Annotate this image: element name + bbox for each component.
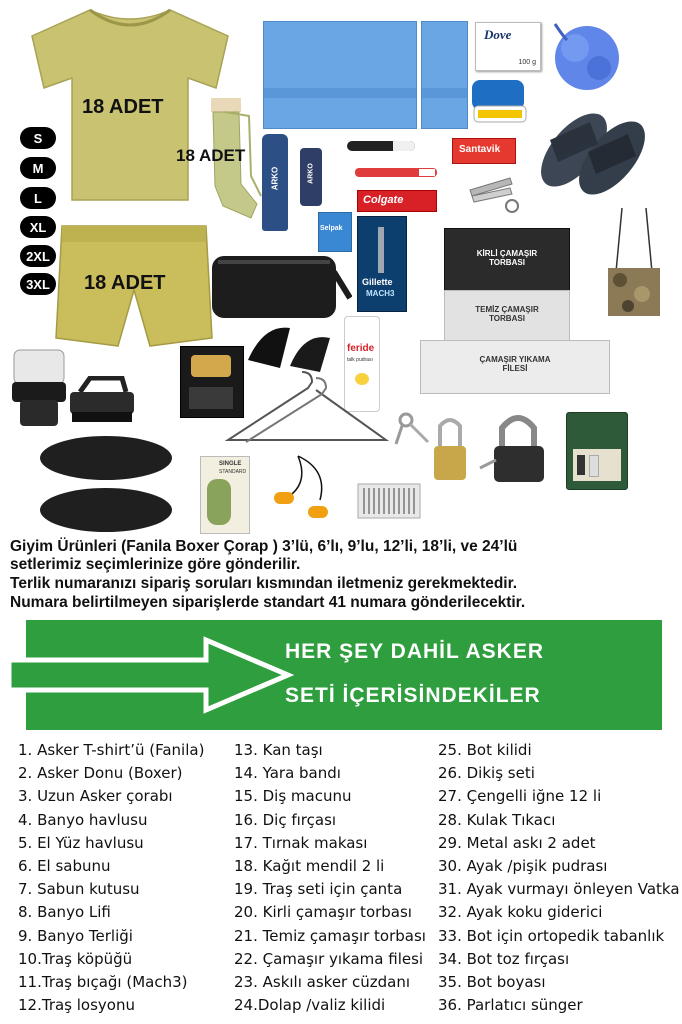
shaving-lotion-image: ARKO: [300, 148, 322, 206]
arrow-right-icon: [6, 636, 294, 714]
list-item: 16. Diç fırçası: [234, 810, 337, 829]
list-item: 34. Bot toz fırçası: [438, 949, 570, 968]
list-item: 24.Dolap /valiz kilidi: [234, 996, 386, 1015]
toothpaste-image: Colgate: [357, 190, 437, 212]
list-item: 11.Traş bıçağı (Mach3): [18, 972, 188, 991]
bath-towel-image: [263, 21, 417, 129]
earplugs-image: [268, 450, 342, 530]
sewing-kit-image: [566, 412, 628, 490]
insole-box-image: SINGLE STANDARD: [200, 456, 250, 534]
list-item: 28. Kulak Tıkacı: [438, 810, 556, 829]
list-item: 3. Uzun Asker çorabı: [18, 787, 173, 806]
info-line-3: Terlik numaranızı sipariş soruları kısmından iletmeniz gerekmektedir.: [10, 575, 518, 592]
list-item: 14. Yara bandı: [234, 764, 341, 783]
list-item: 35. Bot boyası: [438, 972, 546, 991]
list-item: 9. Banyo Terliği: [18, 926, 133, 945]
nail-clipper-image: [466, 168, 522, 216]
list-item: 10.Traş köpüğü: [18, 949, 133, 968]
list-item: 19. Traş seti için çanta: [234, 880, 403, 899]
orthopedic-insoles-image: [36, 430, 178, 534]
list-item: 36. Parlatıcı sünger: [438, 996, 583, 1015]
info-line-4: Numara belirtilmeyen siparişlerde standart 41 numara gönderilecektir.: [10, 594, 526, 611]
list-item: 6. El sabunu: [18, 856, 111, 875]
info-line-1: Giyim Ürünleri (Fanila Boxer Çorap ) 3’lü, 6’lı, 9’lu, 12’li, 18’li, ve 24’lü: [10, 538, 518, 555]
list-item: 2. Asker Donu (Boxer): [18, 764, 183, 783]
size-badge-xl: XL: [20, 216, 56, 238]
list-item: 18. Kağıt mendil 2 li: [234, 856, 385, 875]
list-item: 30. Ayak /pişik pudrası: [438, 856, 608, 875]
info-line-2: setlerimiz seçimlerinize göre gönderilir.: [10, 556, 301, 573]
size-badge-3xl: 3XL: [20, 273, 56, 295]
shaving-foam-image: ARKO: [262, 134, 288, 231]
size-badge-l: L: [20, 187, 56, 209]
foot-powder-image: feride talk pudrası: [344, 316, 380, 412]
brass-padlock-image: [430, 416, 470, 484]
size-badge-s: S: [20, 127, 56, 149]
neck-wallet-image: [604, 206, 664, 318]
socks-count-label: 18 ADET: [176, 146, 246, 165]
list-item: 13. Kan taşı: [234, 741, 323, 759]
soap-box-image: [468, 74, 530, 126]
bath-puff-image: [545, 18, 625, 94]
list-item: 26. Dikiş seti: [438, 764, 535, 783]
small-keys-image: [392, 406, 434, 448]
contents-list-column-3: [438, 739, 680, 1017]
list-item: 27. Çengelli iğne 12 li: [438, 787, 602, 806]
black-padlock-image: [476, 412, 556, 486]
list-item: 29. Metal askı 2 adet: [438, 833, 596, 852]
metal-hangers-image: [222, 368, 392, 446]
toothbrush-image: [355, 168, 437, 177]
shoe-polish-jar-image: [10, 346, 68, 430]
size-badge-m: M: [20, 157, 56, 179]
size-badge-2xl: 2XL: [20, 245, 56, 267]
banner-title-line-2: SETİ İÇERİSİNDEKİLER: [285, 684, 541, 707]
laundry-net-image: ÇAMAŞIR YIKAMA FİLESİ: [420, 340, 610, 394]
safety-pins-image: [356, 480, 422, 522]
list-item: 33. Bot için ortopedik tabanlık: [438, 926, 665, 945]
soap-image: Dove 100 g: [475, 22, 541, 71]
list-item: 22. Çamaşır yıkama filesi: [234, 949, 424, 968]
boxer-count-label: 18 ADET: [84, 272, 166, 294]
list-item: 32. Ayak koku giderici: [438, 903, 603, 922]
boot-brush-image: [66, 376, 138, 426]
contents-list-column-1: [18, 739, 204, 1017]
toiletry-bag-image: [208, 250, 352, 322]
banner-title-line-1: HER ŞEY DAHİL ASKER: [285, 640, 544, 663]
list-item: 7. Sabun kutusu: [18, 880, 140, 899]
list-item: 17. Tırnak makası: [234, 833, 368, 852]
list-item: 21. Temiz çamaşır torbası: [234, 926, 426, 945]
styptic-stick-image: [347, 141, 415, 151]
bandage-box-image: Santavik: [452, 138, 516, 164]
list-item: 4. Banyo havlusu: [18, 810, 148, 829]
hand-towel-image: [421, 21, 468, 129]
list-item: 1. Asker T-shirt’ü (Fanila): [18, 741, 205, 759]
clean-laundry-bag-image: TEMİZ ÇAMAŞIR TORBASI: [444, 290, 570, 342]
slippers-image: [528, 100, 654, 202]
list-item: 12.Traş losyonu: [18, 996, 135, 1015]
tshirt-count-label: 18 ADET: [82, 96, 164, 118]
contents-list-column-2: [234, 739, 426, 1017]
tissue-pack-image: Selpak: [318, 212, 352, 252]
list-item: 5. El Yüz havlusu: [18, 833, 144, 852]
razor-image: Gillette MACH3: [357, 216, 407, 312]
list-item: 31. Ayak vurmayı önleyen Vatka: [438, 880, 680, 899]
dirty-laundry-bag-image: KİRLİ ÇAMAŞIR TORBASI: [444, 228, 570, 296]
list-item: 8. Banyo Lifi: [18, 903, 111, 922]
list-item: 15. Diş macunu: [234, 787, 352, 806]
list-item: 23. Askılı asker cüzdanı: [234, 972, 410, 991]
list-item: 20. Kirli çamaşır torbası: [234, 903, 412, 922]
list-item: 25. Bot kilidi: [438, 741, 532, 759]
